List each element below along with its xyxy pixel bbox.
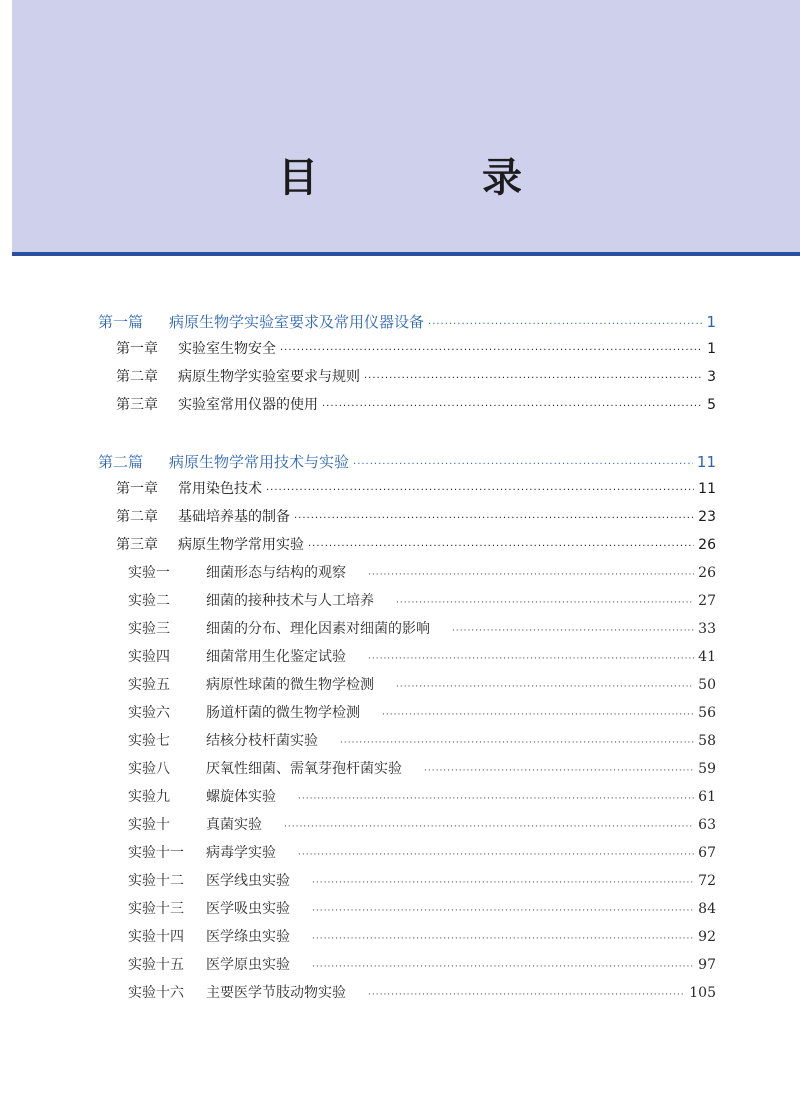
page-number: 92 (698, 929, 716, 945)
toc-chapter[interactable] (116, 393, 716, 417)
page-number: 11 (696, 453, 716, 471)
experiment-title: 主要医学节肢动物实验 (206, 985, 346, 1001)
experiment-number: 实验二 (128, 593, 170, 609)
experiment-title: 细菌的接种技术与人工培养 (206, 593, 374, 609)
chapter-number: 第二章 (116, 509, 158, 525)
toc-experiment[interactable] (128, 561, 716, 585)
page-number: 63 (698, 817, 716, 833)
toc-experiment[interactable] (128, 897, 716, 921)
toc-experiment[interactable] (128, 841, 716, 865)
dot-leader (396, 675, 694, 699)
page-number: 33 (698, 621, 716, 637)
dot-leader (452, 619, 694, 643)
experiment-title: 结核分枝杆菌实验 (206, 733, 318, 749)
page-number: 97 (698, 957, 716, 973)
dot-leader (294, 507, 694, 531)
toc-experiment[interactable] (128, 925, 716, 949)
experiment-title: 细菌常用生化鉴定试验 (206, 649, 346, 665)
experiment-title: 真菌实验 (206, 817, 262, 833)
chapter-title: 实验室常用仪器的使用 (178, 397, 318, 413)
experiment-number: 实验十五 (128, 957, 184, 973)
page-number: 27 (698, 593, 716, 609)
dot-leader (322, 395, 703, 419)
toc-experiment[interactable] (128, 981, 716, 1005)
experiment-title: 螺旋体实验 (206, 789, 276, 805)
experiment-title: 医学线虫实验 (206, 873, 290, 889)
experiment-number: 实验十二 (128, 873, 184, 889)
toc-part-1[interactable] (98, 310, 716, 334)
experiment-title: 厌氧性细菌、需氧芽孢杆菌实验 (206, 761, 402, 777)
toc-experiment[interactable] (128, 869, 716, 893)
page-number: 1 (707, 341, 716, 357)
chapter-number: 第二章 (116, 369, 158, 385)
experiment-number: 实验八 (128, 761, 170, 777)
experiment-title: 病毒学实验 (206, 845, 276, 861)
page-title: 目 录 (278, 155, 584, 201)
dot-leader (428, 313, 702, 337)
page-number: 50 (698, 677, 716, 693)
dot-leader (298, 843, 694, 867)
chapter-title: 病原生物学常用实验 (178, 537, 304, 553)
experiment-number: 实验十三 (128, 901, 184, 917)
chapter-number: 第一章 (116, 341, 158, 357)
part-number: 第一篇 (98, 313, 144, 331)
chapter-title: 常用染色技术 (178, 481, 262, 497)
dot-leader (382, 703, 694, 727)
toc-experiment[interactable] (128, 953, 716, 977)
dot-leader (284, 815, 694, 839)
toc-experiment[interactable] (128, 813, 716, 837)
chapter-number: 第三章 (116, 537, 158, 553)
experiment-number: 实验一 (128, 565, 170, 581)
toc-experiment[interactable] (128, 729, 716, 753)
toc-experiment[interactable] (128, 757, 716, 781)
toc-chapter[interactable] (116, 477, 716, 501)
experiment-number: 实验十四 (128, 929, 184, 945)
dot-leader (298, 787, 694, 811)
experiment-number: 实验十 (128, 817, 170, 833)
page-number: 61 (698, 789, 716, 805)
experiment-title: 细菌形态与结构的观察 (206, 565, 346, 581)
dot-leader (368, 647, 694, 671)
page-number: 59 (698, 761, 716, 777)
chapter-title: 基础培养基的制备 (178, 509, 290, 525)
toc-experiment[interactable] (128, 673, 716, 697)
toc-chapter[interactable] (116, 505, 716, 529)
toc-experiment[interactable] (128, 785, 716, 809)
part-number: 第二篇 (98, 453, 144, 471)
page-number: 72 (698, 873, 716, 889)
experiment-title: 医学吸虫实验 (206, 901, 290, 917)
dot-leader (312, 899, 694, 923)
experiment-number: 实验九 (128, 789, 170, 805)
page-number: 3 (707, 369, 716, 385)
dot-leader (312, 871, 694, 895)
experiment-number: 实验十六 (128, 985, 184, 1001)
page-number: 41 (698, 649, 716, 665)
page-number: 23 (698, 509, 716, 525)
dot-leader (353, 453, 693, 477)
page-number: 105 (689, 985, 716, 1001)
toc-chapter[interactable] (116, 337, 716, 361)
experiment-title: 肠道杆菌的微生物学检测 (206, 705, 360, 721)
dot-leader (312, 955, 694, 979)
toc-part-2[interactable] (98, 450, 716, 474)
chapter-number: 第一章 (116, 481, 158, 497)
toc-experiment[interactable] (128, 645, 716, 669)
page-number: 1 (706, 313, 716, 331)
experiment-number: 实验七 (128, 733, 170, 749)
toc-experiment[interactable] (128, 589, 716, 613)
toc-experiment[interactable] (128, 701, 716, 725)
dot-leader (312, 927, 694, 951)
dot-leader (424, 759, 694, 783)
page-number: 84 (698, 901, 716, 917)
experiment-number: 实验十一 (128, 845, 184, 861)
page-number: 26 (698, 565, 716, 581)
dot-leader (308, 535, 694, 559)
experiment-number: 实验六 (128, 705, 170, 721)
experiment-title: 病原性球菌的微生物学检测 (206, 677, 374, 693)
dot-leader (396, 591, 694, 615)
experiment-title: 医学原虫实验 (206, 957, 290, 973)
page-number: 5 (707, 397, 716, 413)
part-title: 病原生物学常用技术与实验 (169, 453, 350, 471)
page-number: 26 (698, 537, 716, 553)
page-number: 11 (698, 481, 716, 497)
dot-leader (364, 367, 703, 391)
experiment-title: 医学绦虫实验 (206, 929, 290, 945)
chapter-number: 第三章 (116, 397, 158, 413)
experiment-title: 细菌的分布、理化因素对细菌的影响 (206, 621, 430, 637)
experiment-number: 实验五 (128, 677, 170, 693)
chapter-title: 病原生物学实验室要求与规则 (178, 369, 360, 385)
toc-experiment[interactable] (128, 617, 716, 641)
experiment-number: 实验四 (128, 649, 170, 665)
page-number: 67 (698, 845, 716, 861)
toc-chapter[interactable] (116, 533, 716, 557)
dot-leader (340, 731, 694, 755)
experiment-number: 实验三 (128, 621, 170, 637)
dot-leader (368, 563, 694, 587)
dot-leader (368, 983, 685, 1007)
page-number: 58 (698, 733, 716, 749)
dot-leader (266, 479, 694, 503)
dot-leader (280, 339, 703, 363)
chapter-title: 实验室生物安全 (178, 341, 276, 357)
page-number: 56 (698, 705, 716, 721)
part-title: 病原生物学实验室要求及常用仪器设备 (169, 313, 425, 331)
toc-chapter[interactable] (116, 365, 716, 389)
